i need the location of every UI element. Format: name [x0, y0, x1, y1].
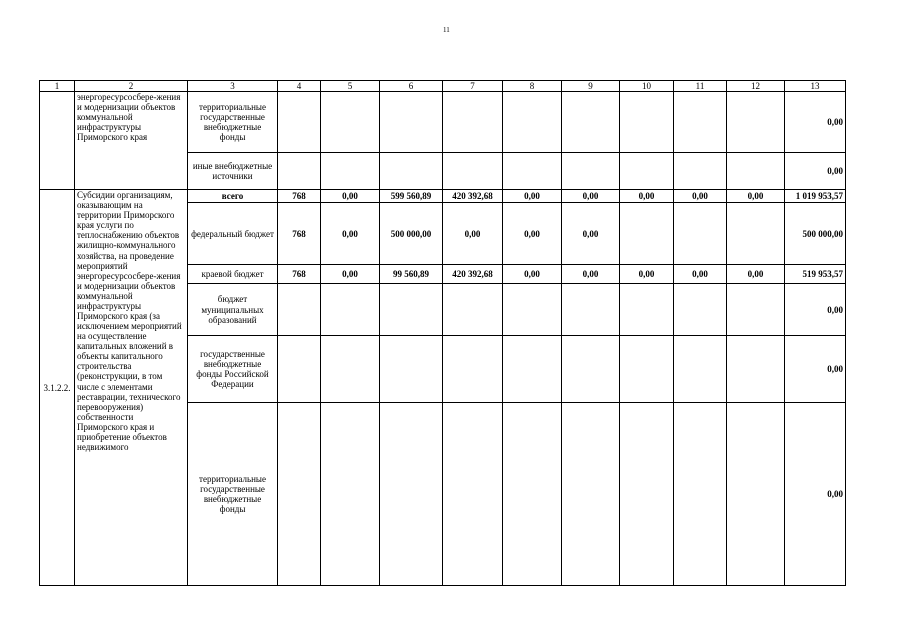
- code-cell: [40, 92, 75, 190]
- header-cell: 8: [503, 81, 562, 92]
- header-cell: 6: [380, 81, 443, 92]
- value-cell: 0,00: [674, 190, 727, 203]
- value-cell: 500 000,00: [380, 203, 443, 265]
- total-cell: 0,00: [785, 336, 846, 403]
- value-cell: 0,00: [321, 265, 380, 284]
- source-cell: бюджет муниципальных образований: [188, 284, 278, 336]
- header-cell: 9: [562, 81, 620, 92]
- budget-table: [39, 80, 846, 586]
- value-cell: 0,00: [503, 190, 562, 203]
- header-cell: 12: [727, 81, 785, 92]
- value-cell: 0,00: [620, 190, 674, 203]
- source-cell: краевой бюджет: [188, 265, 278, 284]
- source-cell: иные внебюджетные источники: [188, 153, 278, 190]
- code-cell: 3.1.2.2.: [40, 190, 75, 586]
- table-row: [40, 92, 846, 153]
- header-cell: 3: [188, 81, 278, 92]
- value-cell: 0,00: [727, 265, 785, 284]
- total-cell: 1 019 953,57: [785, 190, 846, 203]
- header-cell: 11: [674, 81, 727, 92]
- value-cell: 0,00: [562, 203, 620, 265]
- value-cell: 0,00: [620, 265, 674, 284]
- value-cell: 0,00: [503, 203, 562, 265]
- value-cell: 0,00: [562, 190, 620, 203]
- total-cell: 0,00: [785, 403, 846, 586]
- value-cell: 768: [278, 265, 321, 284]
- total-cell: 0,00: [785, 284, 846, 336]
- value-cell: 0,00: [321, 203, 380, 265]
- value-cell: 768: [278, 203, 321, 265]
- total-cell: 0,00: [785, 92, 846, 153]
- value-cell: 0,00: [674, 265, 727, 284]
- source-cell: государственные внебюджетные фонды Российской Федерации: [188, 336, 278, 403]
- header-cell: 4: [278, 81, 321, 92]
- description-cell: Субсидии организациям, оказывающим на территории Приморского края услуги по теплоснабжению объектов жилищно-коммунального хозяйства, на проведение мероприятий энергоресурсосбере-жения и модернизации объектов коммунальной инфраструктуры Приморского края (за исключением мероприятий на осуществление капитальных вложений в объекты капитального строительства (реконструкции, в том числе с элементами реставрации, технического перевооружения) собственности Приморского края и приобретение объектов недвижимого: [75, 190, 188, 586]
- value-cell: 0,00: [503, 265, 562, 284]
- table-row: [40, 190, 846, 203]
- value-cell: 420 392,68: [443, 190, 503, 203]
- source-cell: федеральный бюджет: [188, 203, 278, 265]
- header-cell: 10: [620, 81, 674, 92]
- source-cell: территориальные государственные внебюджетные фонды: [188, 92, 278, 153]
- value-cell: 420 392,68: [443, 265, 503, 284]
- value-cell: 99 560,89: [380, 265, 443, 284]
- header-row: [40, 81, 846, 92]
- source-cell: территориальные государственные внебюджетные фонды: [188, 403, 278, 586]
- value-cell: 0,00: [321, 190, 380, 203]
- header-cell: 7: [443, 81, 503, 92]
- source-cell: всего: [188, 190, 278, 203]
- value-cell: 0,00: [562, 265, 620, 284]
- page-number: 11: [443, 26, 450, 34]
- header-cell: 5: [321, 81, 380, 92]
- value-cell: 0,00: [443, 203, 503, 265]
- description-cell: энергоресурсосбере-жения и модернизации объектов коммунальной инфраструктуры Приморского края: [75, 92, 188, 190]
- value-cell: 768: [278, 190, 321, 203]
- total-cell: 519 953,57: [785, 265, 846, 284]
- value-cell: 0,00: [727, 190, 785, 203]
- total-cell: 0,00: [785, 153, 846, 190]
- total-cell: 500 000,00: [785, 203, 846, 265]
- header-cell: 2: [75, 81, 188, 92]
- value-cell: 599 560,89: [380, 190, 443, 203]
- header-cell: 1: [40, 81, 75, 92]
- header-cell: 13: [785, 81, 846, 92]
